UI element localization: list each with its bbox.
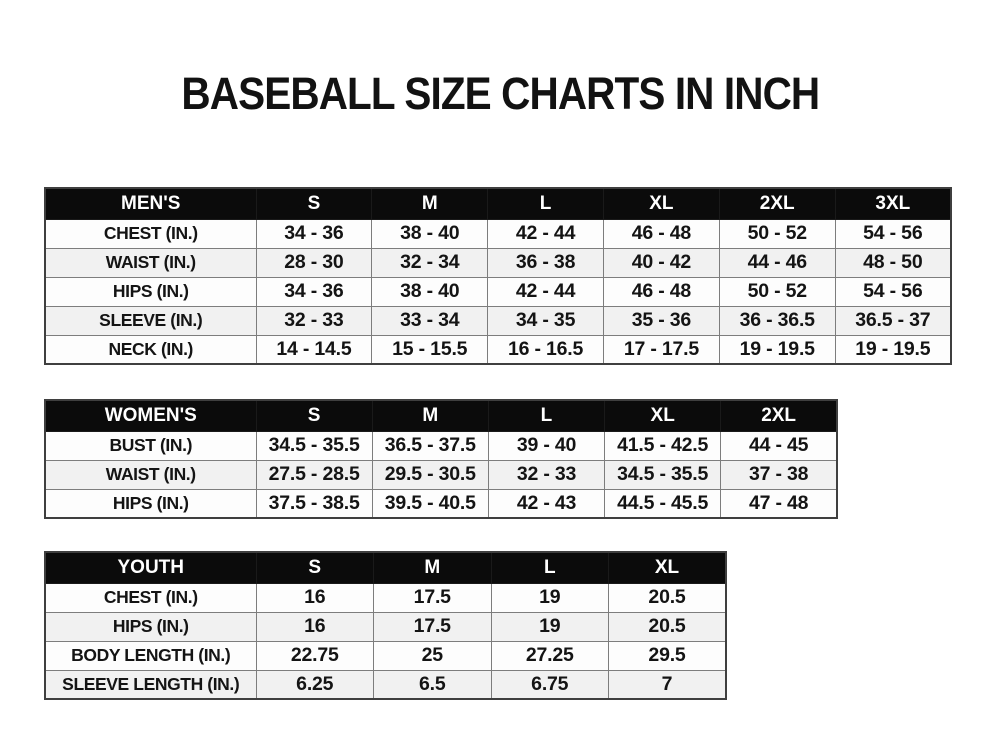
size-value-cell: 34.5 - 35.5 — [605, 460, 721, 489]
size-value-cell: 35 - 36 — [603, 306, 719, 335]
size-column-header: L — [488, 188, 604, 219]
table-title-cell: WOMEN'S — [45, 400, 256, 431]
measurement-label-cell: HIPS (IN.) — [45, 489, 256, 518]
size-column-header: XL — [605, 400, 721, 431]
measurement-label-cell: HIPS (IN.) — [45, 277, 256, 306]
size-value-cell: 36.5 - 37.5 — [372, 431, 488, 460]
table-row — [45, 335, 951, 364]
size-value-cell: 37.5 - 38.5 — [256, 489, 372, 518]
size-value-cell: 16 - 16.5 — [488, 335, 604, 364]
measurement-label-cell: NECK (IN.) — [45, 335, 256, 364]
size-value-cell: 44 - 45 — [721, 431, 837, 460]
size-value-cell: 36.5 - 37 — [835, 306, 951, 335]
size-column-header: M — [374, 552, 492, 583]
size-value-cell: 47 - 48 — [721, 489, 837, 518]
size-value-cell: 37 - 38 — [721, 460, 837, 489]
size-value-cell: 44.5 - 45.5 — [605, 489, 721, 518]
size-column-header: XL — [603, 188, 719, 219]
size-value-cell: 20.5 — [609, 612, 727, 641]
mens-size-table — [44, 187, 952, 365]
table-row — [45, 306, 951, 335]
table-title-cell: YOUTH — [45, 552, 256, 583]
measurement-label-cell: CHEST (IN.) — [45, 219, 256, 248]
mens-size-chart — [44, 187, 952, 365]
size-value-cell: 7 — [609, 670, 727, 699]
size-value-cell: 54 - 56 — [835, 277, 951, 306]
page-title — [0, 68, 1000, 120]
size-column-header: S — [256, 552, 374, 583]
size-value-cell: 16 — [256, 612, 374, 641]
size-value-cell: 15 - 15.5 — [372, 335, 488, 364]
size-value-cell: 29.5 - 30.5 — [372, 460, 488, 489]
size-value-cell: 34 - 36 — [256, 219, 372, 248]
size-value-cell: 50 - 52 — [719, 219, 835, 248]
youth-size-table — [44, 551, 727, 700]
table-row — [45, 612, 726, 641]
measurement-label-cell: BODY LENGTH (IN.) — [45, 641, 256, 670]
measurement-label-cell: WAIST (IN.) — [45, 460, 256, 489]
size-value-cell: 27.5 - 28.5 — [256, 460, 372, 489]
womens-size-table — [44, 399, 838, 519]
size-value-cell: 42 - 44 — [488, 277, 604, 306]
womens-header-row — [45, 400, 837, 431]
size-value-cell: 28 - 30 — [256, 248, 372, 277]
size-value-cell: 17.5 — [374, 583, 492, 612]
size-column-header: 2XL — [719, 188, 835, 219]
size-value-cell: 44 - 46 — [719, 248, 835, 277]
size-value-cell: 32 - 34 — [372, 248, 488, 277]
size-value-cell: 19 - 19.5 — [835, 335, 951, 364]
size-value-cell: 19 — [491, 583, 609, 612]
size-value-cell: 17 - 17.5 — [603, 335, 719, 364]
measurement-label-cell: BUST (IN.) — [45, 431, 256, 460]
table-title-cell: MEN'S — [45, 188, 256, 219]
size-value-cell: 36 - 38 — [488, 248, 604, 277]
size-value-cell: 33 - 34 — [372, 306, 488, 335]
mens-header-row — [45, 188, 951, 219]
size-value-cell: 14 - 14.5 — [256, 335, 372, 364]
size-value-cell: 6.75 — [491, 670, 609, 699]
size-column-header: L — [491, 552, 609, 583]
size-value-cell: 29.5 — [609, 641, 727, 670]
size-value-cell: 25 — [374, 641, 492, 670]
measurement-label-cell: SLEEVE (IN.) — [45, 306, 256, 335]
size-value-cell: 34.5 - 35.5 — [256, 431, 372, 460]
size-column-header: M — [372, 400, 488, 431]
size-value-cell: 39 - 40 — [488, 431, 604, 460]
size-column-header: M — [372, 188, 488, 219]
table-row — [45, 219, 951, 248]
measurement-label-cell: HIPS (IN.) — [45, 612, 256, 641]
size-value-cell: 38 - 40 — [372, 219, 488, 248]
size-value-cell: 22.75 — [256, 641, 374, 670]
youth-header-row — [45, 552, 726, 583]
table-row — [45, 431, 837, 460]
table-row — [45, 489, 837, 518]
size-value-cell: 41.5 - 42.5 — [605, 431, 721, 460]
size-value-cell: 46 - 48 — [603, 219, 719, 248]
measurement-label-cell: SLEEVE LENGTH (IN.) — [45, 670, 256, 699]
size-column-header: S — [256, 188, 372, 219]
size-column-header: 2XL — [721, 400, 837, 431]
size-value-cell: 40 - 42 — [603, 248, 719, 277]
size-value-cell: 19 — [491, 612, 609, 641]
size-value-cell: 46 - 48 — [603, 277, 719, 306]
size-value-cell: 36 - 36.5 — [719, 306, 835, 335]
measurement-label-cell: CHEST (IN.) — [45, 583, 256, 612]
size-value-cell: 17.5 — [374, 612, 492, 641]
size-value-cell: 6.25 — [256, 670, 374, 699]
size-value-cell: 16 — [256, 583, 374, 612]
womens-size-chart — [44, 399, 838, 519]
size-value-cell: 38 - 40 — [372, 277, 488, 306]
table-row — [45, 277, 951, 306]
size-value-cell: 42 - 44 — [488, 219, 604, 248]
size-value-cell: 34 - 35 — [488, 306, 604, 335]
table-row — [45, 583, 726, 612]
table-row — [45, 641, 726, 670]
size-column-header: XL — [609, 552, 727, 583]
size-column-header: 3XL — [835, 188, 951, 219]
size-value-cell: 39.5 - 40.5 — [372, 489, 488, 518]
size-value-cell: 19 - 19.5 — [719, 335, 835, 364]
size-value-cell: 27.25 — [491, 641, 609, 670]
size-value-cell: 32 - 33 — [256, 306, 372, 335]
measurement-label-cell: WAIST (IN.) — [45, 248, 256, 277]
size-column-header: S — [256, 400, 372, 431]
size-value-cell: 54 - 56 — [835, 219, 951, 248]
table-row — [45, 460, 837, 489]
table-row — [45, 670, 726, 699]
page-title-text: BASEBALL SIZE CHARTS IN INCH — [181, 68, 819, 119]
table-row — [45, 248, 951, 277]
size-value-cell: 48 - 50 — [835, 248, 951, 277]
size-value-cell: 20.5 — [609, 583, 727, 612]
size-value-cell: 34 - 36 — [256, 277, 372, 306]
size-column-header: L — [488, 400, 604, 431]
size-value-cell: 50 - 52 — [719, 277, 835, 306]
size-value-cell: 42 - 43 — [488, 489, 604, 518]
size-value-cell: 6.5 — [374, 670, 492, 699]
size-value-cell: 32 - 33 — [488, 460, 604, 489]
youth-size-chart — [44, 551, 727, 700]
